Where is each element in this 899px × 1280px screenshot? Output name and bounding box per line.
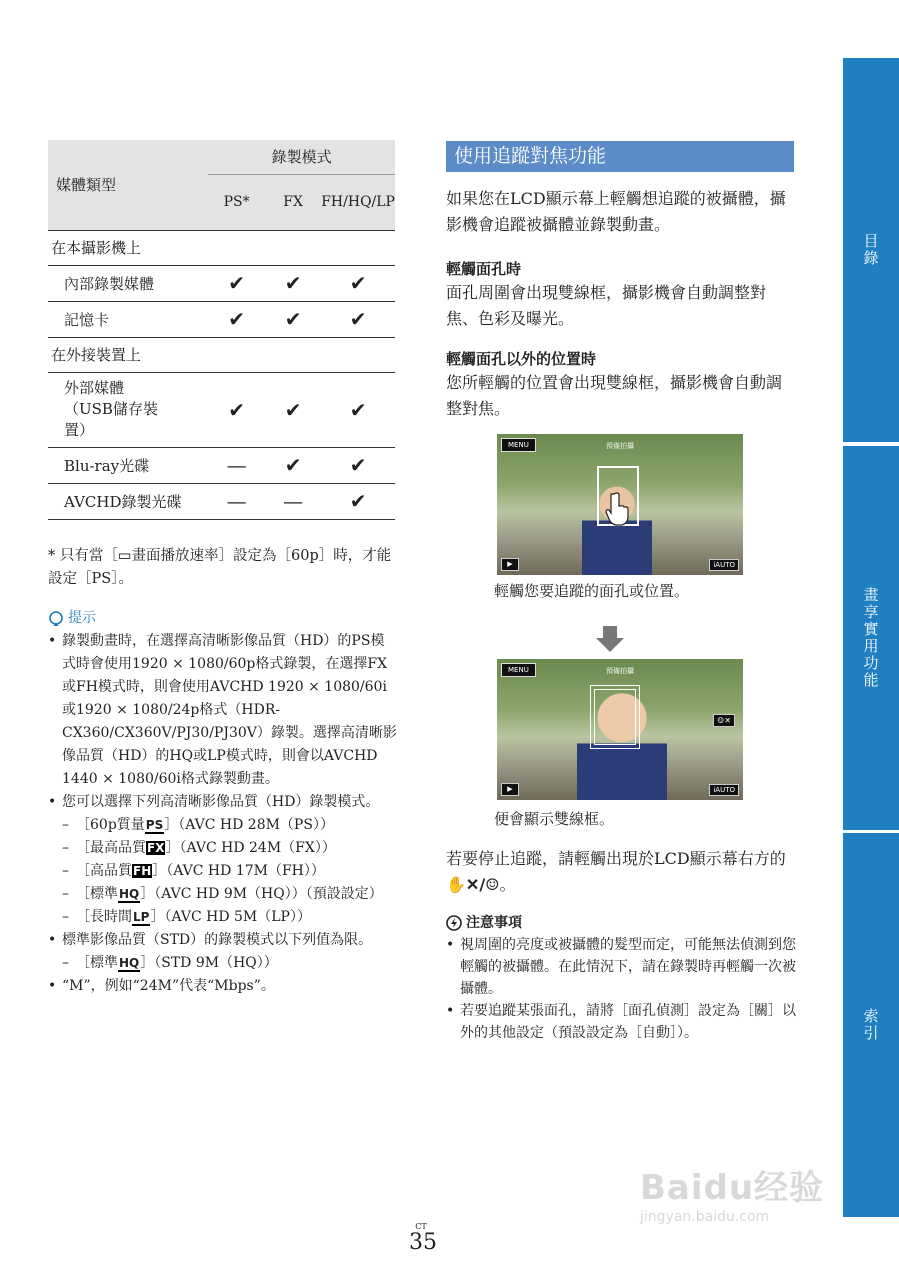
section-external: 在外接裝置上 (48, 337, 395, 372)
other-text: 您所輕觸的位置會出現雙線框，攝影機會自動調整對焦。 (446, 373, 783, 418)
caution-bullet: • 視周圍的亮度或被攝體的髮型而定，可能無法偵測到您輕觸的被攝體。在此情況下，請在錄製時再輕觸一次被攝體。 (446, 934, 796, 1000)
mode-fx: FX (265, 174, 321, 230)
watermark-url: jingyan.baidu.com (640, 1209, 770, 1225)
tips-title (48, 607, 398, 630)
watermark-brand: Baidu经验 (640, 1168, 825, 1208)
cancel-tracking-button[interactable]: ☺✕ (713, 714, 735, 727)
cell: — (265, 483, 321, 519)
tab-useful-functions-label: 畫享實用功能 (861, 587, 880, 689)
stop-text: 若要停止追蹤，請輕觸出現於LCD顯示幕右方的✋✕/☺。 (446, 849, 786, 894)
footnote: * 只有當［▭畫面播放速率］設定為［60p］時，才能設定［PS］。 (48, 548, 392, 587)
mode-item: – ［長時間LP］（AVC HD 5M（LP）） (48, 906, 398, 929)
double-frame-inner (594, 689, 636, 745)
intro-text: 如果您在LCD顯示幕上輕觸想追蹤的被攝體，攝影機會追蹤被攝體並錄製動畫。 (446, 189, 786, 234)
watermark (640, 1160, 824, 1225)
lightbulb-icon (48, 611, 64, 627)
hand-pointer-icon (605, 492, 631, 526)
col-header-group: 錄製模式 (208, 140, 395, 174)
table-row (48, 483, 395, 519)
intelligent-auto-button[interactable]: iAUTO (709, 784, 739, 796)
cell: ✔ (265, 301, 321, 337)
tab-contents[interactable] (843, 58, 899, 442)
cell: ✔ (321, 265, 395, 301)
page-number (409, 1222, 437, 1255)
cell: ✔ (321, 447, 395, 483)
mode-item: – ［標準HQ］（AVC HD 9M（HQ））（預設設定） (48, 883, 398, 906)
menu-button[interactable]: MENU (501, 438, 536, 452)
standby-label: 預備拍攝 (606, 667, 634, 675)
caution-title (446, 912, 796, 934)
tab-index-label: 索引 (861, 1008, 880, 1042)
tab-useful-functions[interactable] (843, 446, 899, 830)
tips-section (48, 607, 398, 998)
tip-bullet: • 標準影像品質（STD）的錄製模式以下列值為限。 (48, 929, 398, 952)
tab-index[interactable] (843, 833, 899, 1217)
mode-fh: FH/HQ/LP (321, 174, 395, 230)
caution-title-text: 注意事項 (466, 915, 522, 931)
cell: ✔ (265, 447, 321, 483)
mode-item: – ［標準HQ］（STD 9M（HQ）） (48, 952, 398, 975)
cell: — (208, 447, 265, 483)
section-title: 使用追蹤對焦功能 (446, 141, 794, 172)
tab-contents-label: 目錄 (861, 233, 880, 267)
table-row (48, 301, 395, 337)
row-name: 內部錄製媒體 (48, 265, 208, 301)
lcd-screenshot-frame (497, 659, 743, 800)
mode-item: – ［高品質FH］（AVC HD 17M（FH）） (48, 860, 398, 883)
media-type-table (48, 140, 395, 520)
intelligent-auto-button[interactable]: iAUTO (709, 559, 739, 571)
tip-bullet: • 錄製動畫時，在選擇高清晰影像品質（HD）的PS模式時會使用1920 × 1080/60p格式錄製，在選擇FX或FH模式時，則會使用AVCHD 1920 × 1080/60i或1920 × 1080/24p格式（HDR-CX360/CX360V/PJ30/PJ30V）錄製。選擇高清晰影像品質（HD）的HQ或LP模式時，則會以AVCHD 1440 × 1080/60i格式錄製動畫。 (48, 630, 398, 791)
face-text: 面孔周圍會出現雙線框，攝影機會自動調整對焦、色彩及曝光。 (446, 283, 767, 328)
mode-item: – ［60p質量PS］（AVC HD 28M（PS）） (48, 814, 398, 837)
caption-frame: 便會顯示雙線框。 (494, 810, 615, 828)
cell: ✔ (265, 372, 321, 447)
row-name: 記憶卡 (48, 301, 208, 337)
row-name: 外部媒體（USB儲存裝置） (48, 372, 208, 447)
cell: ✔ (208, 265, 265, 301)
row-name: AVCHD錄製光碟 (48, 483, 208, 519)
tip-bullet: • 您可以選擇下列高清晰影像品質（HD）錄製模式。 (48, 791, 398, 814)
mode-item: – ［最高品質FX］（AVC HD 24M（FX）） (48, 837, 398, 860)
cell: ✔ (265, 265, 321, 301)
standby-label: 預備拍攝 (606, 442, 634, 450)
page-lang: CT (415, 1222, 427, 1231)
cell: ✔ (321, 483, 395, 519)
row-header: 媒體類型 (48, 140, 208, 230)
caution-section (446, 912, 796, 1044)
cell: — (208, 483, 265, 519)
tip-bullet: • “M”，例如“24M”代表“Mbps”。 (48, 975, 398, 998)
subheading-face: 輕觸面孔時 (446, 260, 522, 278)
playback-button[interactable]: ▶ (501, 783, 519, 796)
cell: ✔ (321, 301, 395, 337)
section-camera: 在本攝影機上 (48, 230, 395, 265)
cancel-tracking-icon: ✋✕/☺ (446, 875, 500, 894)
page-number-value: 35 (409, 1230, 437, 1255)
cell: ✔ (208, 301, 265, 337)
playback-button[interactable]: ▶ (501, 558, 519, 571)
row-name: Blu-ray光碟 (48, 447, 208, 483)
subheading-other: 輕觸面孔以外的位置時 (446, 350, 597, 368)
lcd-screenshot-touch (497, 434, 743, 575)
table-row (48, 372, 395, 447)
menu-button[interactable]: MENU (501, 663, 536, 677)
mode-ps: PS* (208, 174, 265, 230)
table-row (48, 265, 395, 301)
caption-touch: 輕觸您要追蹤的面孔或位置。 (494, 582, 690, 600)
cell: ✔ (208, 372, 265, 447)
caution-bullet: • 若要追蹤某張面孔，請將［面孔偵測］設定為［關］以外的其他設定（預設設定為［自動］）。 (446, 1000, 796, 1044)
tips-title-text: 提示 (68, 610, 96, 626)
caution-icon (446, 915, 462, 931)
cell: ✔ (321, 372, 395, 447)
table-row (48, 447, 395, 483)
